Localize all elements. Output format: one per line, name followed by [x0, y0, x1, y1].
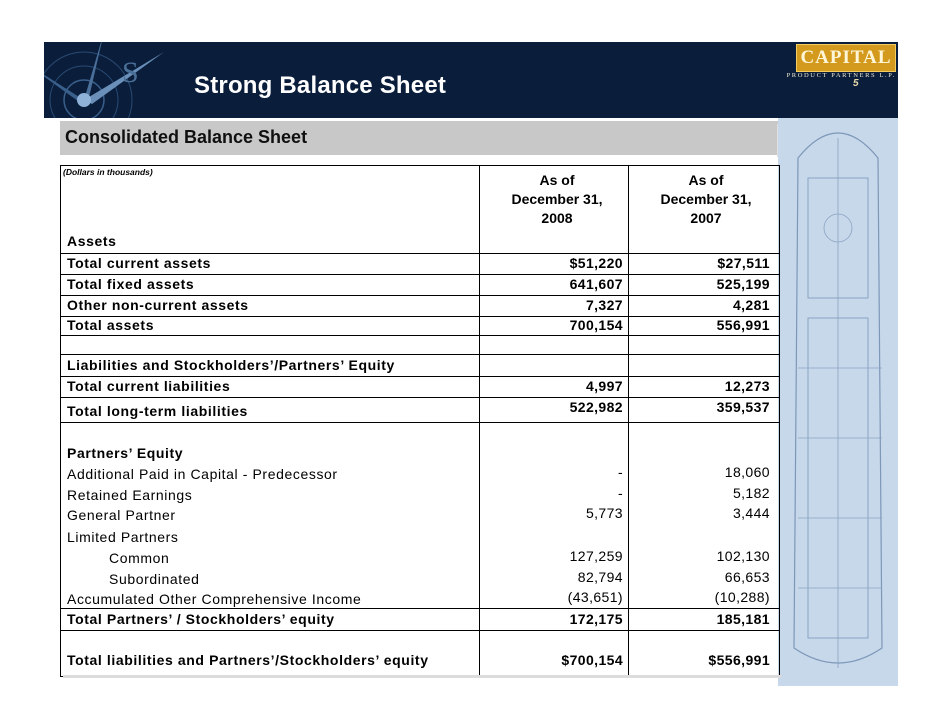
value-2008: $700,154 [561, 652, 623, 668]
row-label: Subordinated [109, 571, 200, 587]
column-divider [479, 166, 480, 676]
value-2007: 18,060 [724, 464, 770, 480]
column-header-line: As of [539, 172, 575, 188]
value-2007: 4,281 [732, 297, 770, 313]
row-label: Limited Partners [67, 529, 179, 545]
value-2007: 359,537 [716, 399, 770, 415]
logo-wordmark: CAPITAL [796, 44, 896, 72]
row-divider [61, 253, 779, 254]
logo-subtitle: PRODUCT PARTNERS L.P. [786, 72, 896, 79]
value-2008: 172,175 [569, 611, 623, 627]
value-2007: 525,199 [716, 276, 770, 292]
column-header-line: 2008 [541, 210, 573, 226]
value-2008: (43,651) [567, 589, 623, 605]
ship-blueprint-image [778, 118, 898, 686]
value-2008: 641,607 [569, 276, 623, 292]
section-heading-assets: Assets [67, 233, 117, 249]
row-label: Accumulated Other Comprehensive Income [67, 591, 362, 607]
row-divider [61, 422, 779, 423]
row-divider [61, 274, 779, 275]
row-label: Common [109, 550, 170, 566]
value-2008: - [617, 485, 623, 501]
value-2008: 127,259 [569, 548, 623, 564]
value-2008: 7,327 [585, 297, 623, 313]
column-header-2008 [487, 171, 627, 228]
value-2007: 102,130 [716, 548, 770, 564]
value-2007: 3,444 [732, 505, 770, 521]
value-2008: 4,997 [585, 378, 623, 394]
compass-rose-icon [44, 42, 194, 118]
column-divider [628, 166, 629, 676]
column-header-line: 2007 [690, 210, 722, 226]
table-shadow [63, 675, 781, 678]
section-subtitle: Consolidated Balance Sheet [65, 127, 308, 147]
value-2008: 82,794 [577, 569, 623, 585]
row-label: Additional Paid in Capital - Predecessor [67, 466, 338, 482]
row-divider [61, 295, 779, 296]
row-label: General Partner [67, 507, 176, 523]
value-2007: 66,653 [724, 569, 770, 585]
value-2007: 185,181 [716, 611, 770, 627]
value-2007: $27,511 [717, 255, 770, 271]
row-label: Total liabilities and Partners’/Stockholders’ equity [67, 652, 429, 668]
row-label: Other non-current assets [67, 297, 249, 313]
row-label: Retained Earnings [67, 487, 193, 503]
page-title: Strong Balance Sheet [194, 72, 447, 99]
value-2008: 522,982 [569, 399, 623, 415]
row-label: Total current assets [67, 255, 212, 271]
value-2008: $51,220 [569, 255, 623, 271]
row-divider [61, 608, 779, 609]
page-number: 5 [853, 78, 859, 89]
svg-text:S: S [122, 56, 139, 89]
company-logo [782, 42, 898, 94]
value-2007: 556,991 [716, 317, 770, 333]
value-2007: 5,182 [732, 485, 770, 501]
row-divider [61, 397, 779, 398]
section-heading-equity: Partners’ Equity [67, 445, 184, 461]
row-label: Total Partners’ / Stockholders’ equity [67, 611, 335, 627]
value-2008: 5,773 [585, 505, 623, 521]
column-header-2007 [636, 171, 776, 228]
value-2007: $556,991 [708, 652, 770, 668]
column-header-line: December 31, [660, 191, 752, 207]
column-header-line: As of [688, 172, 724, 188]
units-note: (Dollars in thousands) [63, 167, 153, 177]
row-label: Total assets [67, 317, 155, 333]
column-header-line: December 31, [511, 191, 603, 207]
header-banner [44, 42, 898, 118]
row-divider [61, 630, 779, 631]
value-2007: (10,288) [714, 589, 770, 605]
row-divider [61, 335, 779, 336]
row-label: Total fixed assets [67, 276, 195, 292]
value-2008: - [617, 464, 623, 480]
row-divider [61, 354, 779, 355]
row-label: Total long-term liabilities [67, 403, 248, 419]
section-heading-liabilities: Liabilities and Stockholders’/Partners’ Equity [67, 357, 395, 373]
row-divider [61, 376, 779, 377]
row-label: Total current liabilities [67, 378, 231, 394]
value-2008: 700,154 [569, 317, 623, 333]
value-2007: 12,273 [724, 378, 770, 394]
